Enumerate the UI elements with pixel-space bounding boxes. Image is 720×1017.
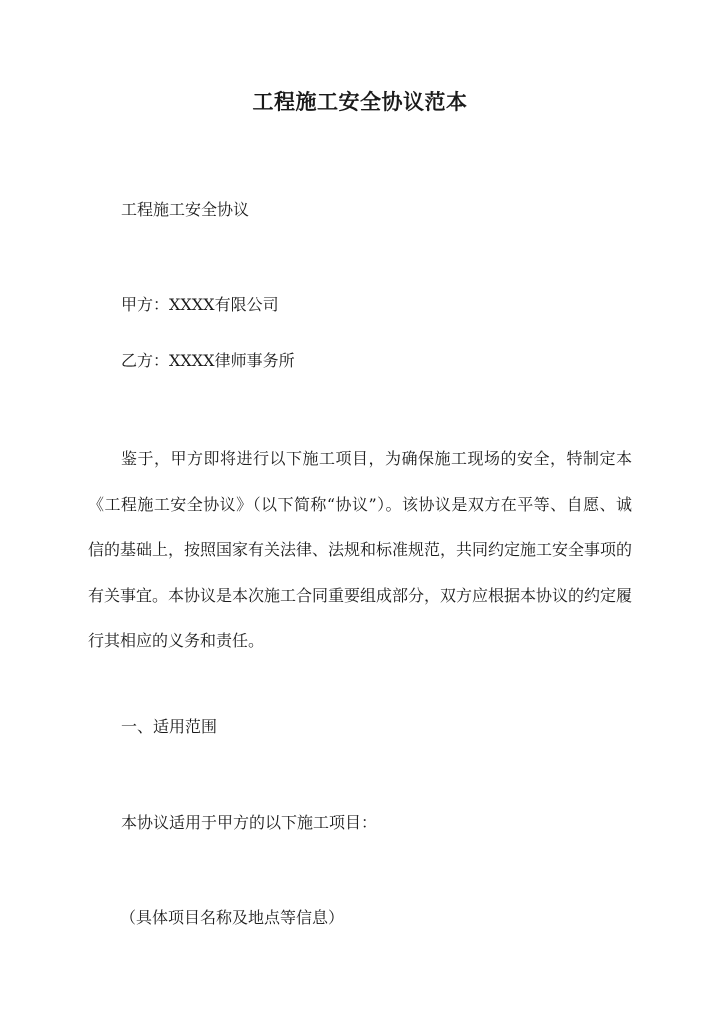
project-info-placeholder: （具体项目名称及地点等信息） — [120, 908, 345, 927]
document-title: 工程施工安全协议范本 — [252, 89, 468, 114]
agreement-subtitle: 工程施工安全协议 — [121, 200, 250, 219]
party-b-line: 乙方：XXXX律师事务所 — [121, 351, 295, 370]
preamble-paragraph: 鉴于，甲方即将进行以下施工项目，为确保施工现场的安全，特制定本《工程施工安全协议》（以下简称“协议”）。该协议是双方在平等、自愿、诚信的基础上，按照国家有关法律、法规和标准规范，共同约定施工安全事项的有关事宜。本协议是本次施工合同重要组成部分，双方应根据本协议的约定履行其相应的义务和责任。 — [88, 449, 633, 650]
party-a-line: 甲方：XXXX有限公司 — [121, 295, 279, 314]
scope-statement: 本协议适用于甲方的以下施工项目： — [121, 813, 378, 832]
section-heading-scope: 一、适用范围 — [121, 717, 218, 736]
